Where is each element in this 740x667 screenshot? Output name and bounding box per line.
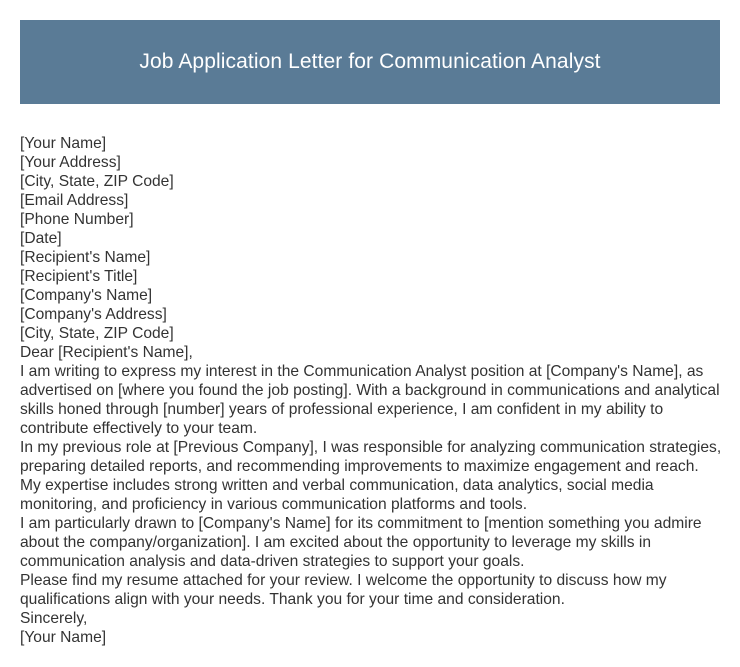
paragraph-motivation: I am particularly drawn to [Company's Name] for its commitment to [mention something you admire about the company/organization]. I am excited about the opportunity to leverage my skills in communication analysis and data-driven strategies to support your goals.: [20, 515, 702, 570]
company-city-state-zip: [City, State, ZIP Code]: [20, 325, 174, 342]
paragraph-experience: In my previous role at [Previous Company], I was responsible for analyzing communication strategies, preparing detailed reports, and recommending improvements to maximize engagement and reach. My expertise includes strong written and verbal communication, data analytics, social media monitoring, and proficiency in various communication platforms and tools.: [20, 439, 722, 513]
title-banner: [20, 20, 720, 104]
letter-date: [Date]: [20, 230, 62, 247]
closing: Sincerely,: [20, 610, 88, 627]
sender-city-state-zip: [City, State, ZIP Code]: [20, 173, 174, 190]
recipient-name: [Recipient's Name]: [20, 249, 151, 266]
sender-email: [Email Address]: [20, 192, 129, 209]
page-title: Job Application Letter for Communication Analyst: [139, 50, 601, 73]
letter-body: [20, 134, 722, 647]
recipient-title: [Recipient's Title]: [20, 268, 138, 285]
paragraph-closing: Please find my resume attached for your review. I welcome the opportunity to discuss how my qualifications align with your needs. Thank you for your time and consideration.: [20, 572, 667, 608]
salutation: Dear [Recipient's Name],: [20, 344, 193, 361]
company-address: [Company's Address]: [20, 306, 167, 323]
signature: [Your Name]: [20, 629, 107, 646]
paragraph-intro: I am writing to express my interest in the Communication Analyst position at [Company's Name], as advertised on [where you found the job posting]. With a background in communications and analytical skills honed through [number] years of professional experience, I am confident in my ability to contribute effectively to your team.: [20, 363, 720, 437]
company-name: [Company's Name]: [20, 287, 153, 304]
sender-name: [Your Name]: [20, 135, 107, 152]
sender-address: [Your Address]: [20, 154, 121, 171]
sender-phone: [Phone Number]: [20, 211, 134, 228]
